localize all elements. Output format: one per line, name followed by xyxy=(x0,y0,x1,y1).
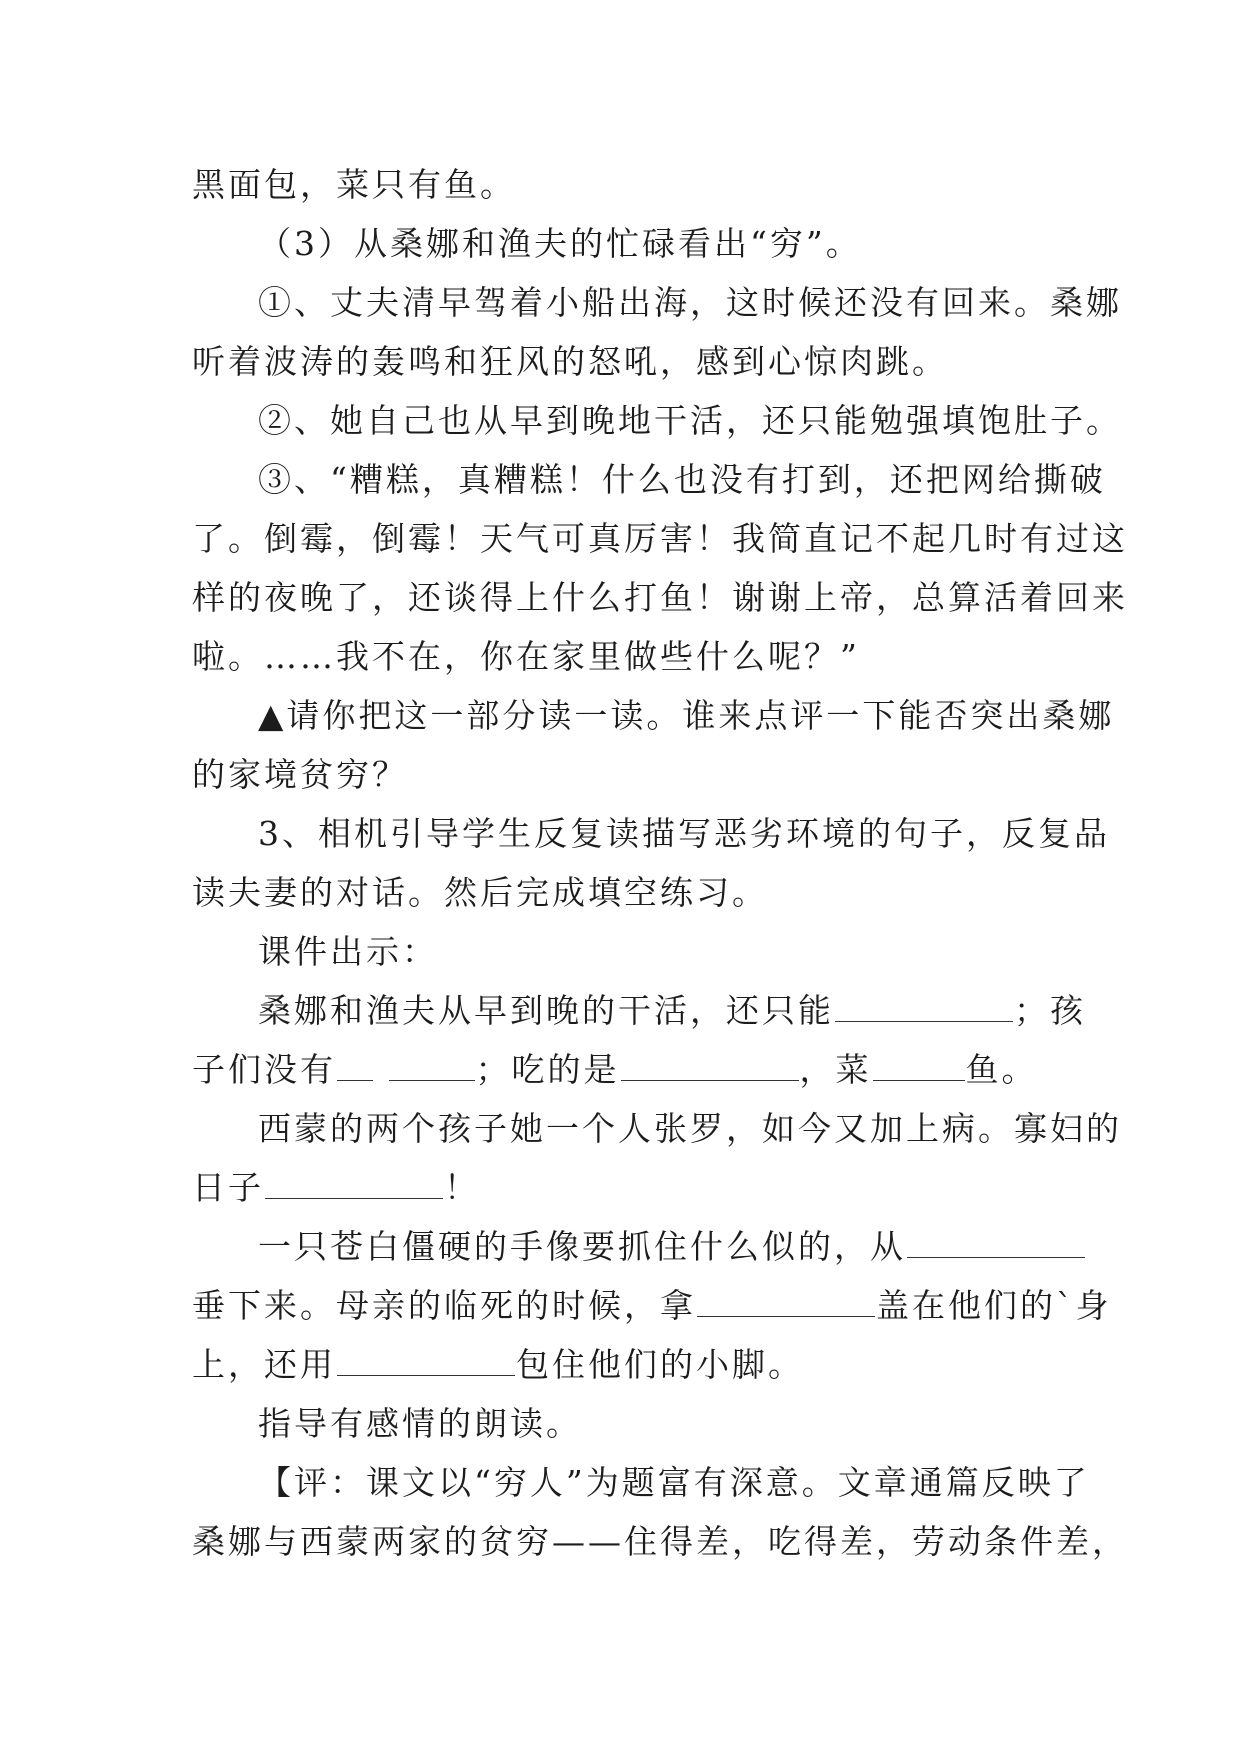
fill-in-line xyxy=(192,981,1086,1040)
fill-in-line xyxy=(192,1040,1054,1099)
fill-blank xyxy=(907,1231,1085,1258)
text-line: ③、“糟糕，真糟糕！什么也没有打到，还把网给撕破 xyxy=(258,460,1106,499)
fill-blank xyxy=(389,1054,475,1081)
section-heading: （3）从桑娜和渔夫的忙碌看出“穷”。 xyxy=(258,224,862,263)
text-segment: ；吃的是 xyxy=(475,1050,620,1089)
fill-blank xyxy=(265,1172,443,1199)
text-segment: 日子 xyxy=(192,1168,264,1207)
text-segment: 子们没有 xyxy=(192,1050,336,1089)
fill-blank xyxy=(337,1349,515,1376)
fill-in-line xyxy=(192,1217,1054,1276)
text-line: 读夫妻的对话。然后完成填空练习。 xyxy=(192,873,768,912)
text-segment: ；孩 xyxy=(1014,991,1086,1030)
fill-blank xyxy=(697,1290,875,1317)
fill-in-line xyxy=(192,1158,1054,1217)
text-line: ①、丈夫清早驾着小船出海，这时候还没有回来。桑娜 xyxy=(258,283,1122,322)
text-line: 样的夜晚了，还谈得上什么打鱼！谢谢上帝，总算活着回来 xyxy=(192,578,1128,617)
text-segment: 垂下来。母亲的临死的时候，拿 xyxy=(192,1286,696,1325)
document-body xyxy=(192,155,1128,1571)
text-line: ②、她自己也从早到晚地干活，还只能勉强填饱肚子。 xyxy=(258,401,1122,440)
text-line: 啦。……我不在，你在家里做些什么呢？” xyxy=(192,637,860,676)
text-line: 3、相机引导学生反复读描写恶劣环境的句子，反复品 xyxy=(258,814,1110,853)
text-line: 的家境贫穷？ xyxy=(192,755,408,794)
commentary-line: 桑娜与西蒙两家的贫穷——住得差，吃得差，劳动条件差， xyxy=(192,1522,1128,1561)
text-line: 课件出示： xyxy=(258,932,438,971)
text-segment: ，菜 xyxy=(799,1050,872,1089)
commentary-line: 【评：课文以“穷人”为题富有深意。文章通篇反映了 xyxy=(258,1463,1090,1502)
fill-blank xyxy=(337,1054,373,1081)
fill-in-line xyxy=(192,1276,1112,1335)
fill-blank xyxy=(621,1054,799,1081)
fill-blank xyxy=(873,1054,965,1081)
text-segment: ！ xyxy=(444,1168,480,1207)
text-line: 西蒙的两个孩子她一个人张罗，如今又加上病。寡妇的 xyxy=(258,1109,1122,1148)
text-segment: 一只苍白僵硬的手像要抓住什么似的，从 xyxy=(258,1227,906,1266)
text-line: 了。倒霉，倒霉！天气可真厉害！我简直记不起几时有过这 xyxy=(192,519,1128,558)
text-line: 黑面包，菜只有鱼。 xyxy=(192,165,516,204)
text-line: ▲请你把这一部分读一读。谁来点评一下能否突出桑娜 xyxy=(258,696,1115,735)
fill-in-line xyxy=(192,1335,1054,1394)
fill-blank xyxy=(835,995,1013,1022)
text-segment: 桑娜和渔夫从早到晚的干活，还只能 xyxy=(258,991,834,1030)
text-segment: 盖在他们的`身 xyxy=(876,1286,1112,1325)
text-line: 指导有感情的朗读。 xyxy=(258,1404,582,1443)
text-segment: 包住他们的小脚。 xyxy=(516,1345,804,1384)
text-line: 听着波涛的轰鸣和狂风的怒吼，感到心惊肉跳。 xyxy=(192,342,948,381)
text-segment: 鱼。 xyxy=(965,1050,1038,1089)
text-segment: 上，还用 xyxy=(192,1345,336,1384)
